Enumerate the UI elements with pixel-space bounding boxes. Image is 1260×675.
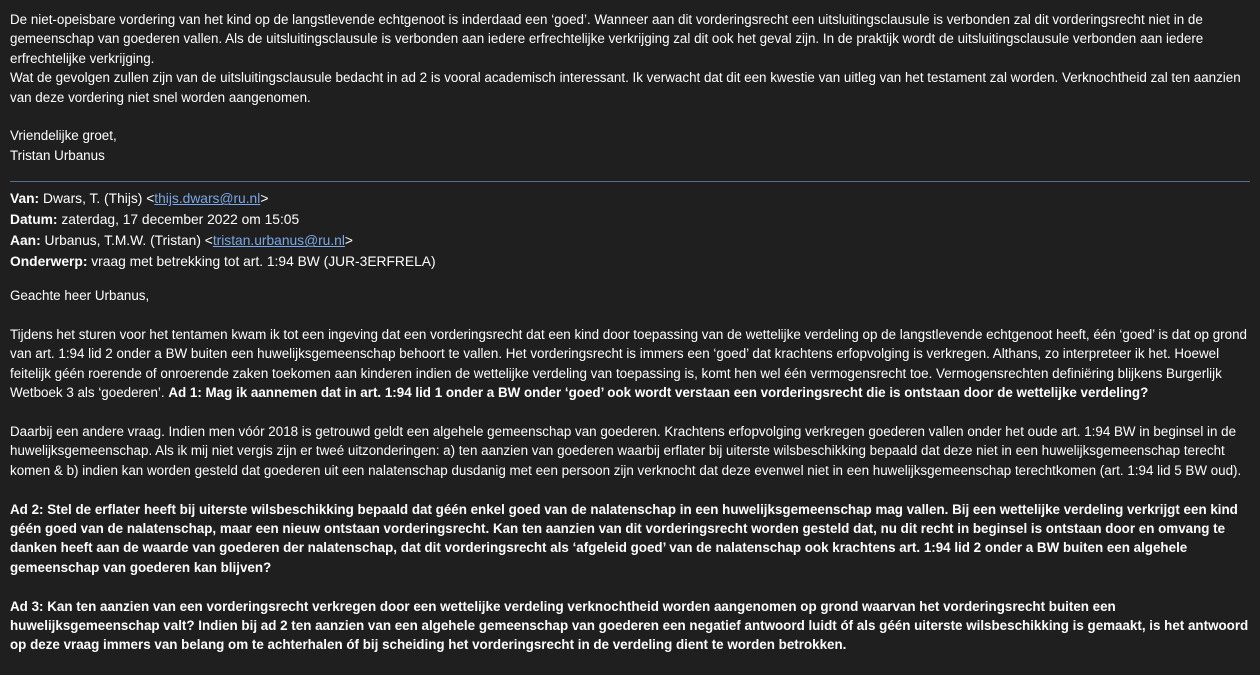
greeting: Geachte heer Urbanus, (10, 288, 150, 304)
original-message-header (10, 188, 1250, 272)
reply-signature: Tristan Urbanus (10, 147, 105, 163)
message-divider (10, 181, 1250, 182)
question-ad-3-text: Ad 3: Kan ten aanzien van een vorderingsrecht verkregen door een wettelijke verdeling verknochtheid worden aangenomen op grond waarvan het vorderingsrecht buiten een huwelijksgemeenschap valt? Indien bij ad 2 ten aanzien van een algehele gemeenschap van goederen een negatief antwoord luidt óf als géén uiterste wilsbeschikking is gemaakt, is het antwoord op deze vraag immers van belang om te achterhalen óf bij scheiding het vorderingsrecht in de verdeling dient te worden betrokken. (10, 598, 1249, 653)
reply-paragraph-1: De niet-opeisbare vordering van het kind op de langstlevende echtgenoot is inderdaad een ‘goed’. Wanneer aan dit vorderingsrecht een uitsluitingsclausule is verbonden zal dit vorderingsrecht niet in de gemeenschap van goederen vallen. Als de uitsluitingsclausule is verbonden aan iedere erfrechtelijke verkrijging zal dit ook het geval zijn. In de praktijk wordt de uitsluitingsclausule verbonden aan iedere erfrechtelijke verkrijging. (10, 12, 1204, 66)
to-name: Urbanus, T.M.W. (Tristan) < (44, 233, 213, 249)
message-paragraph-2: Daarbij een andere vraag. Indien men vóór 2018 is getrouwd geldt een algehele gemeenschap van goederen. Krachtens erfopvolging verkregen goederen vallen onder het oude art. 1:94 BW in beginsel in de huwelijksgemeenschap. Als ik mij niet vergis zijn er tweé uitzonderingen: a) ten aanzien van goederen waarbij erflater bij uiterste wilsbeschikking bepaald dat deze niet in een huwelijksgemeenschap terecht komen & b) indien kan worden gesteld dat goederen uit een nalatenschap dusdanig met een persoon zijn verknocht dat deze evenwel niet in een huwelijksgemeenschap terechtkomen (art. 1:94 lid 5 BW oud). (10, 424, 1242, 478)
paragraph-1-text: Tijdens het sturen voor het tentamen kwam ik tot een ingeving dat een vorderingsrecht dat een kind door toepassing van de wettelijke verdeling op de langstlevende echtgenoot heeft, één ‘goed’ is dat op grond van art. 1:94 lid 2 onder a BW buiten een huwelijksgemeenschap behoort te vallen. Het vorderingsrecht is immers een ‘goed’ dat krachtens erfopvolging is verkregen. Althans, zo interpreteer ik het. Hoewel feitelijk géén roerende of onroerende zaken toekomen aan kinderen indien de wettelijke verdeling van toepassing is, komt hen wel één vermogensrecht toe. Vermogensrechten definiëring blijkens Burgerlijk Wetboek 3 als ‘goederen’. (10, 327, 1247, 401)
header-from (10, 188, 1250, 209)
date-label: Datum: (10, 212, 58, 228)
question-ad-1: Ad 1: Mag ik aannemen dat in art. 1:94 lid 1 onder a BW onder ‘goed’ ook wordt verstaan een vorderingsrecht die is ontstaan door de wettelijke verdeling? (168, 385, 1149, 401)
from-label: Van: (10, 191, 40, 207)
to-label: Aan: (10, 233, 41, 249)
header-date (10, 209, 1250, 230)
from-email-link[interactable]: thijs.dwars@ru.nl (154, 191, 261, 207)
message-paragraph-1 (10, 325, 1250, 403)
original-message (10, 272, 1250, 655)
header-to (10, 230, 1250, 251)
question-ad-2-text: Ad 2: Stel de erflater heeft bij uiterste wilsbeschikking bepaald dat géén enkel goed van de nalatenschap in een huwelijksgemeenschap mag vallen. Bij een wettelijke verdeling verkrijgt een kind géén goed van de nalatenschap, maar een nieuw ontstaan vorderingsrecht. Kan ten aanzien van dit vorderingsrecht worden gesteld dat, nu dit recht in beginsel is ontstaan door en omvang te danken heeft aan de waarde van goederen der nalatenschap, dat dit vorderingsrecht als ‘afgeleid goed’ van de nalatenschap ook krachtens art. 1:94 lid 2 onder a BW buiten een algehele gemeenschap van goederen kan blijven? (10, 501, 1238, 575)
header-subject (10, 251, 1250, 272)
subject-value: vraag met betrekking tot art. 1:94 BW (JUR-3ERFRELA) (91, 254, 436, 270)
from-close: > (260, 191, 269, 207)
to-email-link[interactable]: tristan.urbanus@ru.nl (212, 233, 345, 249)
question-ad-3 (10, 597, 1250, 655)
subject-label: Onderwerp: (10, 254, 88, 270)
date-value: zaterdag, 17 december 2022 om 15:05 (61, 212, 300, 228)
from-name: Dwars, T. (Thijs) < (42, 191, 155, 207)
reply-paragraph-2: Wat de gevolgen zullen zijn van de uitsluitingsclausule bedacht in ad 2 is vooral academisch interessant. Ik verwacht dat dit een kwestie van uitleg van het testament zal worden. Verknochtheid zal ten aanzien van deze vordering niet snel worden aangenomen. (10, 70, 1241, 105)
to-close: > (344, 233, 353, 249)
question-ad-2 (10, 500, 1250, 578)
reply-closing: Vriendelijke groet, (10, 128, 117, 144)
quoted-reply (10, 0, 1250, 165)
